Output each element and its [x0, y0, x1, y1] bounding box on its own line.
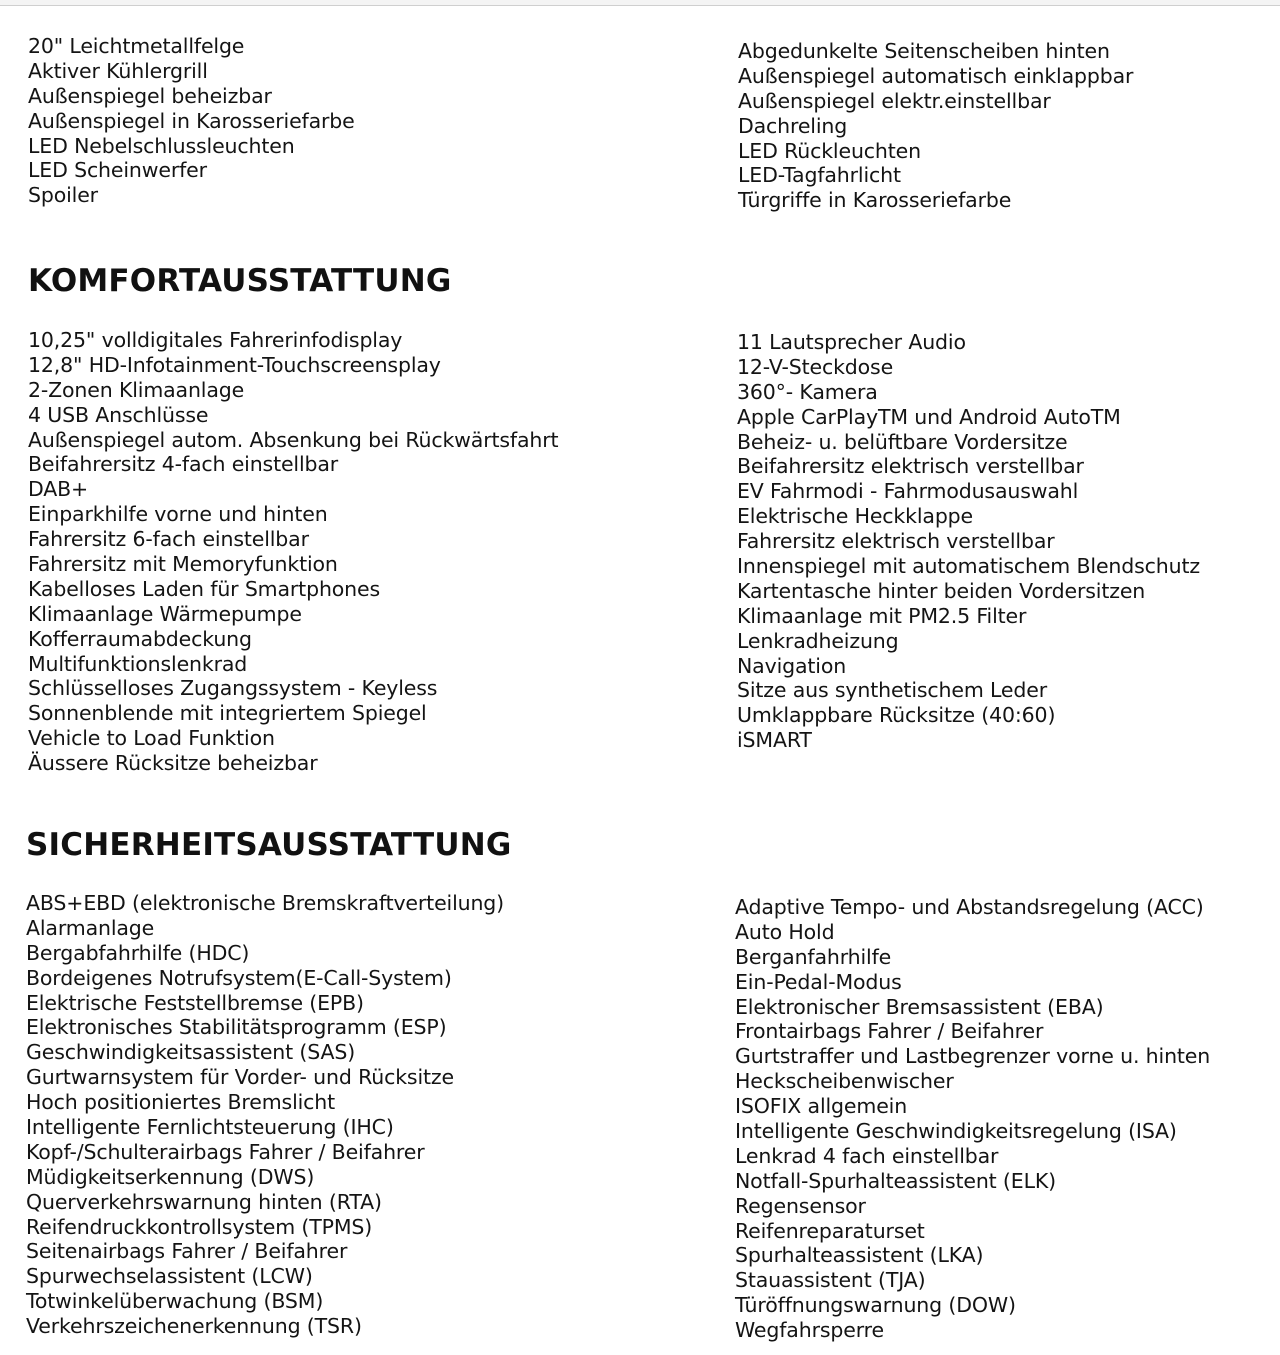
list-item: Notfall-Spurhalteassistent (ELK) [735, 1168, 1056, 1193]
komfort-right-column [737, 330, 1200, 753]
list-item: Klimaanlage Wärmepumpe [28, 601, 302, 626]
list-item: Spurwechselassistent (LCW) [26, 1264, 313, 1289]
list-item: 20" Leichtmetallfelge [28, 34, 245, 58]
list-item: 12,8" HD-Infotainment-Touchscreensplay [28, 352, 441, 377]
list-item: iSMART [737, 728, 812, 753]
list-item: Schlüsselloses Zugangssystem - Keyless [28, 676, 438, 701]
list-item: Reifendruckkontrollsystem (TPMS) [26, 1214, 373, 1239]
sicherheit-right-column [735, 895, 1210, 1343]
list-item: Elektrische Feststellbremse (EPB) [26, 990, 364, 1015]
list-item: 2-Zonen Klimaanlage [28, 377, 245, 402]
list-item: Fahrersitz elektrisch verstellbar [737, 529, 1055, 554]
list-item: Beheiz- u. belüftbare Vordersitze [737, 429, 1068, 454]
list-item: Hoch positioniertes Bremslicht [26, 1090, 336, 1115]
list-item: Totwinkelüberwachung (BSM) [26, 1289, 324, 1314]
list-item: Bordeigenes Notrufsystem(E-Call-System) [26, 965, 452, 990]
list-item: Elektronischer Bremsassistent (EBA) [735, 994, 1104, 1019]
list-item: Heckscheibenwischer [735, 1069, 954, 1094]
list-item: DAB+ [28, 477, 89, 502]
list-item: Gurtstraffer und Lastbegrenzer vorne u. hinten [735, 1044, 1211, 1069]
exterior-right-column [738, 39, 1133, 213]
list-item: Gurtwarnsystem für Vorder- und Rücksitze [26, 1065, 454, 1090]
list-item: Außenspiegel autom. Absenkung bei Rückwärtsfahrt [28, 427, 559, 452]
list-item: Kartentasche hinter beiden Vordersitzen [737, 578, 1146, 603]
top-divider [0, 0, 1280, 6]
list-item: Außenspiegel automatisch einklappbar [738, 63, 1134, 88]
list-item: 10,25" volldigitales Fahrerinfodisplay [28, 328, 403, 352]
list-item: ABS+EBD (elektronische Bremskraftverteilung) [26, 891, 505, 915]
list-item: Navigation [737, 653, 847, 678]
list-item: Aktiver Kühlergrill [28, 58, 208, 83]
list-item: Außenspiegel in Karosseriefarbe [28, 108, 355, 133]
list-item: Fahrersitz 6-fach einstellbar [28, 527, 309, 552]
list-item: Berganfahrhilfe [735, 944, 892, 969]
list-item: LED-Tagfahrlicht [738, 163, 901, 188]
list-item: Geschwindigkeitsassistent (SAS) [26, 1040, 356, 1065]
list-item: Intelligente Geschwindigkeitsregelung (ISA) [735, 1119, 1177, 1144]
list-item: Müdigkeitserkennung (DWS) [26, 1164, 315, 1189]
list-item: Intelligente Fernlichtsteuerung (IHC) [26, 1115, 394, 1140]
list-item: Beifahrersitz elektrisch verstellbar [737, 454, 1084, 479]
list-item: Innenspiegel mit automatischem Blendschutz [737, 554, 1200, 579]
list-item: Stauassistent (TJA) [735, 1268, 926, 1293]
list-item: LED Scheinwerfer [28, 158, 207, 183]
section-heading: SICHERHEITSAUSSTATTUNG [26, 827, 512, 863]
list-item: Spoiler [28, 183, 98, 208]
list-item: Ein-Pedal-Modus [735, 969, 902, 994]
list-item: Äussere Rücksitze beheizbar [28, 751, 318, 776]
list-item: 11 Lautsprecher Audio [737, 330, 966, 354]
list-item: Seitenairbags Fahrer / Beifahrer [26, 1239, 348, 1264]
list-item: Kabelloses Laden für Smartphones [28, 576, 381, 601]
list-item: Reifenreparaturset [735, 1218, 925, 1243]
exterior-left-column [28, 34, 355, 208]
komfort-left-column [28, 328, 558, 776]
list-item: Regensensor [735, 1193, 866, 1218]
list-item: Türöffnungswarnung (DOW) [735, 1293, 1016, 1318]
list-item: Elektronisches Stabilitätsprogramm (ESP) [26, 1015, 447, 1040]
list-item: Klimaanlage mit PM2.5 Filter [737, 603, 1027, 628]
list-item: EV Fahrmodi - Fahrmodusauswahl [737, 479, 1079, 504]
list-item: Türgriffe in Karosseriefarbe [738, 188, 1012, 213]
list-item: Querverkehrswarnung hinten (RTA) [26, 1189, 382, 1214]
list-item: Apple CarPlayTM und Android AutoTM [737, 404, 1121, 429]
list-item: Wegfahrsperre [735, 1318, 884, 1343]
list-item: Abgedunkelte Seitenscheiben hinten [738, 39, 1110, 63]
list-item: Kofferraumabdeckung [28, 626, 252, 651]
list-item: Adaptive Tempo- und Abstandsregelung (ACC) [735, 895, 1204, 919]
list-item: Einparkhilfe vorne und hinten [28, 502, 328, 527]
list-item: Verkehrszeichenerkennung (TSR) [26, 1314, 362, 1339]
list-item: 12-V-Steckdose [737, 354, 894, 379]
list-item: LED Nebelschlussleuchten [28, 133, 295, 158]
list-item: Elektrische Heckklappe [737, 504, 974, 529]
list-item: Auto Hold [735, 919, 835, 944]
list-item: Umklappbare Rücksitze (40:60) [737, 703, 1056, 728]
list-item: Lenkradheizung [737, 628, 899, 653]
sicherheit-left-column [26, 891, 504, 1339]
list-item: Sitze aus synthetischem Leder [737, 678, 1047, 703]
list-item: 360°- Kamera [737, 379, 878, 404]
list-item: Alarmanlage [26, 915, 155, 940]
list-item: Außenspiegel elektr.einstellbar [738, 88, 1051, 113]
list-item: Dachreling [738, 113, 848, 138]
list-item: Sonnenblende mit integriertem Spiegel [28, 701, 427, 726]
list-item: 4 USB Anschlüsse [28, 402, 209, 427]
list-item: Beifahrersitz 4-fach einstellbar [28, 452, 339, 477]
list-item: Frontairbags Fahrer / Beifahrer [735, 1019, 1044, 1044]
list-item: Kopf-/Schulterairbags Fahrer / Beifahrer [26, 1139, 425, 1164]
list-item: Vehicle to Load Funktion [28, 726, 275, 751]
list-item: Spurhalteassistent (LKA) [735, 1243, 984, 1268]
list-item: Multifunktionslenkrad [28, 651, 248, 676]
list-item: ISOFIX allgemein [735, 1094, 908, 1119]
list-item: LED Rückleuchten [738, 138, 921, 163]
section-heading: KOMFORTAUSSTATTUNG [28, 263, 452, 299]
list-item: Außenspiegel beheizbar [28, 83, 272, 108]
list-item: Lenkrad 4 fach einstellbar [735, 1143, 999, 1168]
list-item: Fahrersitz mit Memoryfunktion [28, 552, 338, 577]
list-item: Bergabfahrhilfe (HDC) [26, 940, 250, 965]
